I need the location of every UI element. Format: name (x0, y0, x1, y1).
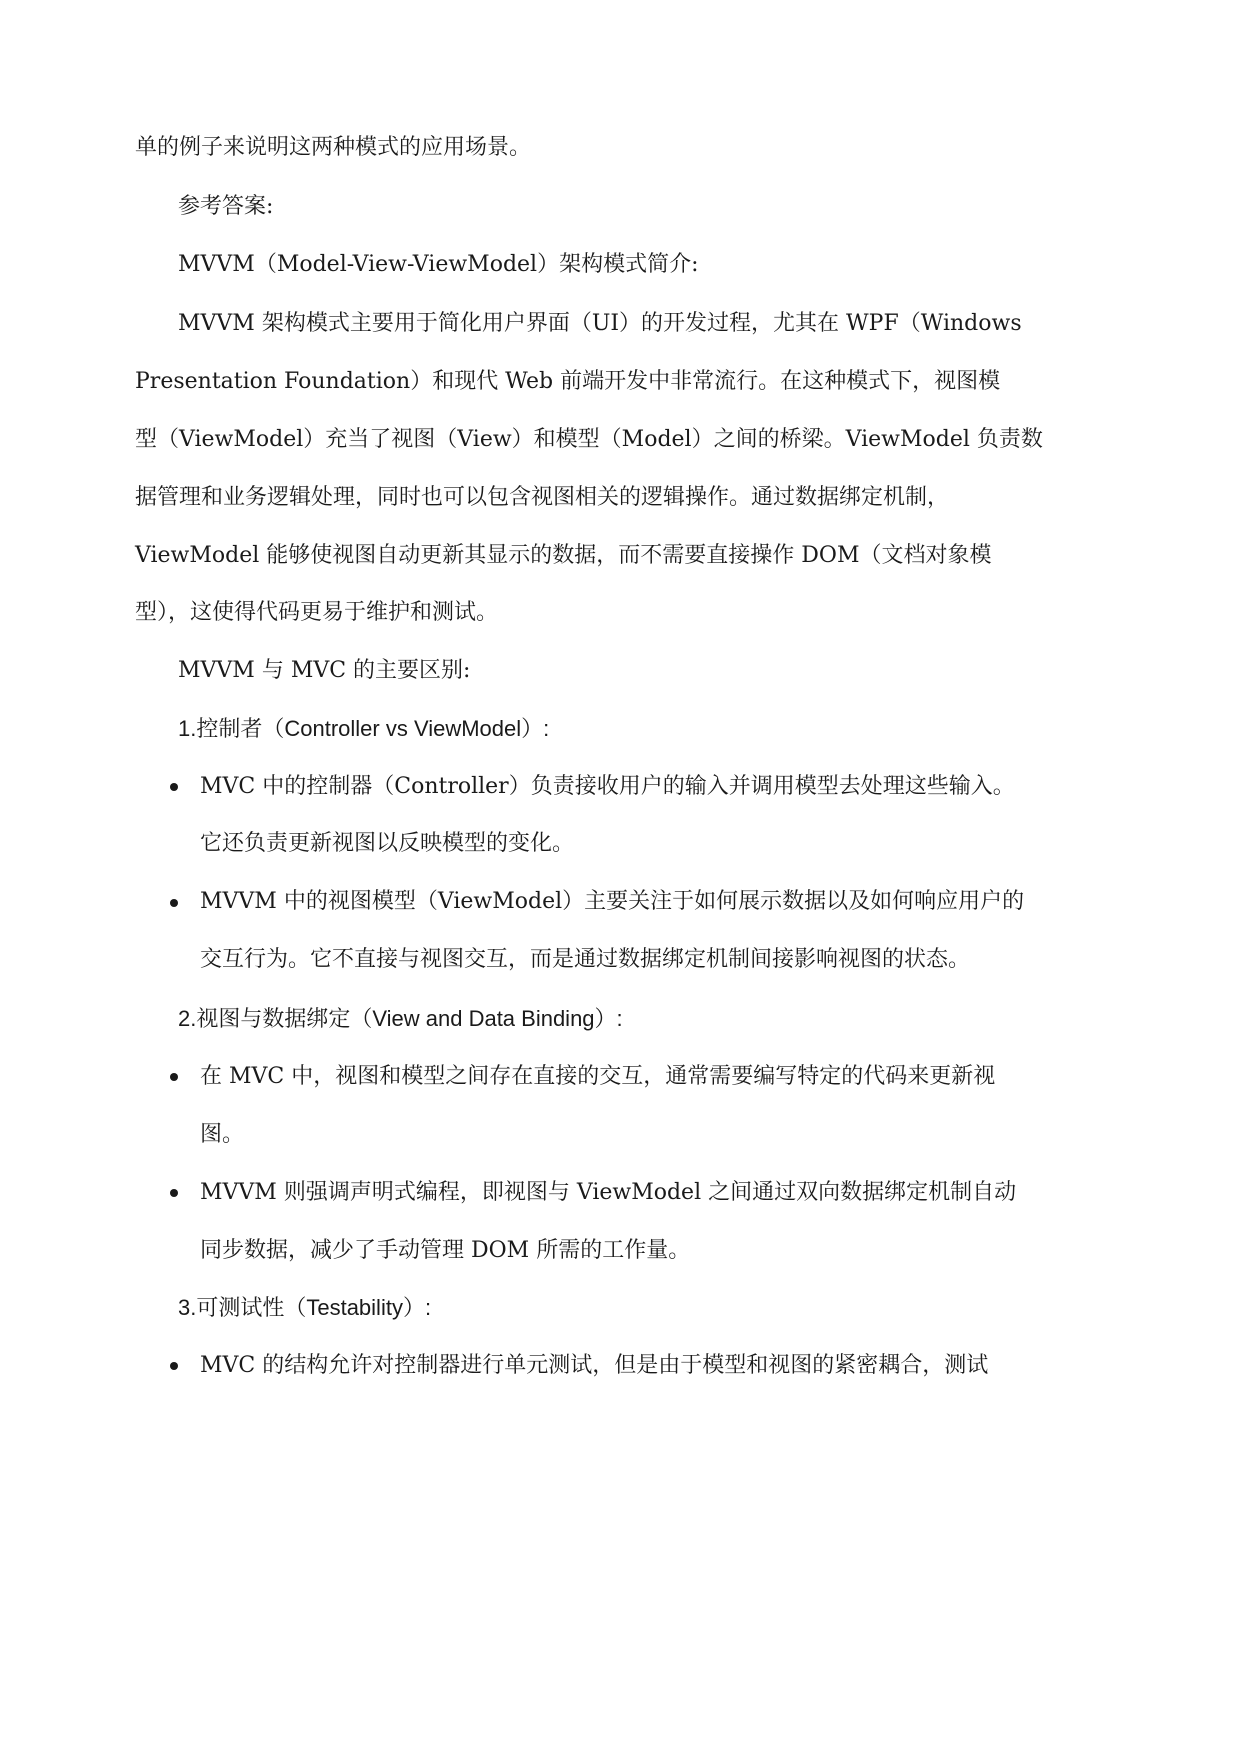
paragraph-line: Presentation Foundation）和现代 Web 前端开发中非常流行。在这种模式下，视图模 (135, 369, 1001, 394)
paragraph-line: 型），这使得代码更易于维护和测试。 (135, 600, 499, 625)
bullet-icon (170, 1189, 178, 1197)
paragraph-line: 据管理和业务逻辑处理，同时也可以包含视图相关的逻辑操作。通过数据绑定机制， (135, 485, 950, 510)
numbered-heading: 3.可测试性（Testability）: (178, 1295, 432, 1320)
answer-heading: 参考答案: (178, 194, 274, 219)
bullet-icon (170, 783, 178, 791)
bullet-icon (170, 1073, 178, 1081)
list-item: 在 MVC 中，视图和模型之间存在直接的交互，通常需要编写特定的代码来更新视 (200, 1064, 996, 1089)
list-item: MVC 的结构允许对控制器进行单元测试，但是由于模型和视图的紧密耦合，测试 (200, 1353, 989, 1378)
list-item-continuation: 图。 (200, 1122, 245, 1147)
list-item: MVVM 则强调声明式编程，即视图与 ViewModel 之间通过双向数据绑定机制自动 (200, 1180, 1017, 1205)
section-heading: MVVM 与 MVC 的主要区别: (178, 658, 471, 683)
bullet-icon (170, 1362, 178, 1370)
paragraph-line: MVVM 架构模式主要用于简化用户界面（UI）的开发过程，尤其在 WPF（Windows (178, 311, 1022, 336)
numbered-heading: 1.控制者（Controller vs ViewModel）: (178, 716, 550, 741)
section-heading: MVVM（Model-View-ViewModel）架构模式简介: (178, 252, 699, 277)
list-item: MVVM 中的视图模型（ViewModel）主要关注于如何展示数据以及如何响应用户的 (200, 889, 1025, 914)
list-item-continuation: 交互行为。它不直接与视图交互，而是通过数据绑定机制间接影响视图的状态。 (200, 947, 971, 972)
list-item-continuation: 它还负责更新视图以反映模型的变化。 (200, 831, 575, 856)
list-item-continuation: 同步数据，减少了手动管理 DOM 所需的工作量。 (200, 1238, 691, 1263)
numbered-heading: 2.视图与数据绑定（View and Data Binding）: (178, 1006, 623, 1031)
list-item: MVC 中的控制器（Controller）负责接收用户的输入并调用模型去处理这些输入。 (200, 774, 1015, 799)
paragraph-line: 型（ViewModel）充当了视图（View）和模型（Model）之间的桥梁。ViewModel 负责数 (135, 427, 1043, 452)
paragraph-line: 单的例子来说明这两种模式的应用场景。 (135, 135, 532, 160)
bullet-icon (170, 899, 178, 907)
paragraph-line: ViewModel 能够使视图自动更新其显示的数据，而不需要直接操作 DOM（文档对象模 (135, 543, 992, 568)
